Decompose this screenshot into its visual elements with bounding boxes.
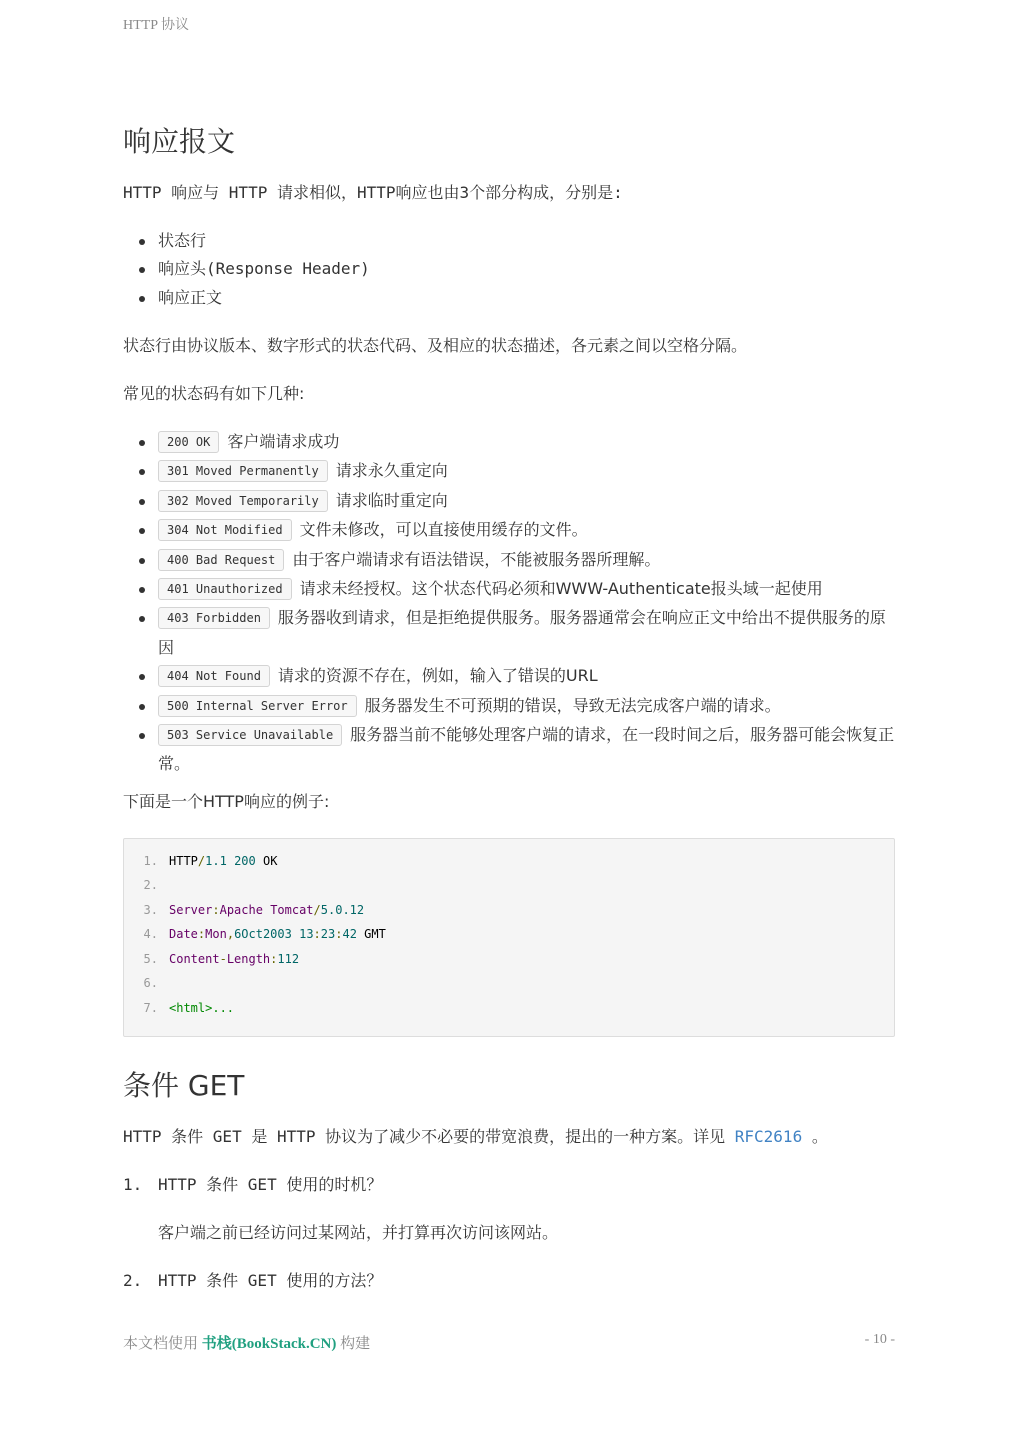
status-code: 200 OK bbox=[158, 431, 219, 453]
status-code: 400 Bad Request bbox=[158, 549, 284, 571]
status-code-item: 500 Internal Server Error 服务器发生不可预期的错误，导致无法完成客户端的请求。 bbox=[123, 692, 895, 721]
status-code-item: 503 Service Unavailable 服务器当前不能够处理客户端的请求，在一段时间之后，服务器可能会恢复正常。 bbox=[123, 721, 895, 779]
status-code-item: 404 Not Found 请求的资源不存在，例如，输入了错误的URL bbox=[123, 662, 895, 691]
step-1-body: 客户端之前已经访问过某网站，并打算再次访问该网站。 bbox=[158, 1223, 559, 1242]
code-line: 2. bbox=[143, 878, 158, 892]
step-2-title: 2. HTTP 条件 GET 使用的方法？ bbox=[123, 1271, 383, 1290]
running-header: HTTP 协议 bbox=[123, 18, 189, 33]
footer-credit: 本文档使用 书栈(BookStack.CN) 构建 bbox=[123, 1336, 371, 1352]
status-code: 304 Not Modified bbox=[158, 519, 292, 541]
step-1-title: 1. HTTP 条件 GET 使用的时机？ bbox=[123, 1175, 383, 1194]
code-line: 5. Content-Length:112 bbox=[143, 952, 300, 966]
status-code-item: 302 Moved Temporarily 请求临时重定向 bbox=[123, 487, 895, 516]
status-code: 301 Moved Permanently bbox=[158, 460, 328, 482]
status-codes-intro: 常见的状态码有如下几种: bbox=[123, 384, 305, 403]
section-heading-response: 响应报文 bbox=[123, 125, 236, 158]
example-intro: 下面是一个HTTP响应的例子: bbox=[123, 792, 330, 811]
status-code: 401 Unauthorized bbox=[158, 578, 292, 600]
status-line-description: 状态行由协议版本、数字形式的状态代码、及相应的状态描述，各元素之间以空格分隔。 bbox=[123, 336, 748, 355]
list-item: 状态行 bbox=[123, 227, 895, 255]
code-line: 1. HTTP/1.1 200 OK bbox=[143, 854, 278, 868]
status-codes-list bbox=[123, 428, 895, 779]
code-block bbox=[123, 838, 895, 1037]
rfc2616-link[interactable]: RFC2616 bbox=[734, 1127, 803, 1146]
status-code: 503 Service Unavailable bbox=[158, 724, 342, 746]
code-line: 6. bbox=[143, 976, 158, 990]
status-code: 404 Not Found bbox=[158, 665, 270, 687]
status-code: 500 Internal Server Error bbox=[158, 695, 357, 717]
status-code-item: 400 Bad Request 由于客户端请求有语法错误，不能被服务器所理解。 bbox=[123, 546, 895, 575]
code-line: 4. Date:Mon,6Oct2003 13:23:42 GMT bbox=[143, 927, 386, 941]
response-intro: HTTP 响应与 HTTP 请求相似，HTTP响应也由3个部分构成，分别是: bbox=[123, 183, 623, 202]
status-code-item: 301 Moved Permanently 请求永久重定向 bbox=[123, 457, 895, 486]
conditional-get-intro: HTTP 条件 GET 是 HTTP 协议为了减少不必要的带宽浪费，提出的一种方案。详见 RFC2616 。 bbox=[123, 1127, 828, 1146]
code-line: 7. <html>... bbox=[143, 1001, 235, 1015]
status-code: 403 Forbidden bbox=[158, 607, 270, 629]
list-item: 响应头(Response Header) bbox=[123, 255, 895, 283]
status-code-item: 200 OK 客户端请求成功 bbox=[123, 428, 895, 457]
status-code-item: 304 Not Modified 文件未修改，可以直接使用缓存的文件。 bbox=[123, 516, 895, 545]
code-line: 3. Server:Apache Tomcat/5.0.12 bbox=[143, 903, 365, 917]
status-code-item: 401 Unauthorized 请求未经授权。这个状态代码必须和WWW-Authenticate报头域一起使用 bbox=[123, 575, 895, 604]
section-heading-conditional-get: 条件 GET bbox=[123, 1069, 245, 1102]
status-code: 302 Moved Temporarily bbox=[158, 490, 328, 512]
status-code-item: 403 Forbidden 服务器收到请求，但是拒绝提供服务。服务器通常会在响应正文中给出不提供服务的原因 bbox=[123, 604, 895, 662]
bookstack-link[interactable]: 书栈(BookStack.CN) bbox=[201, 1336, 337, 1352]
list-item: 响应正文 bbox=[123, 284, 895, 312]
response-parts-list bbox=[123, 227, 895, 312]
page-number: - 10 - bbox=[864, 1332, 895, 1347]
